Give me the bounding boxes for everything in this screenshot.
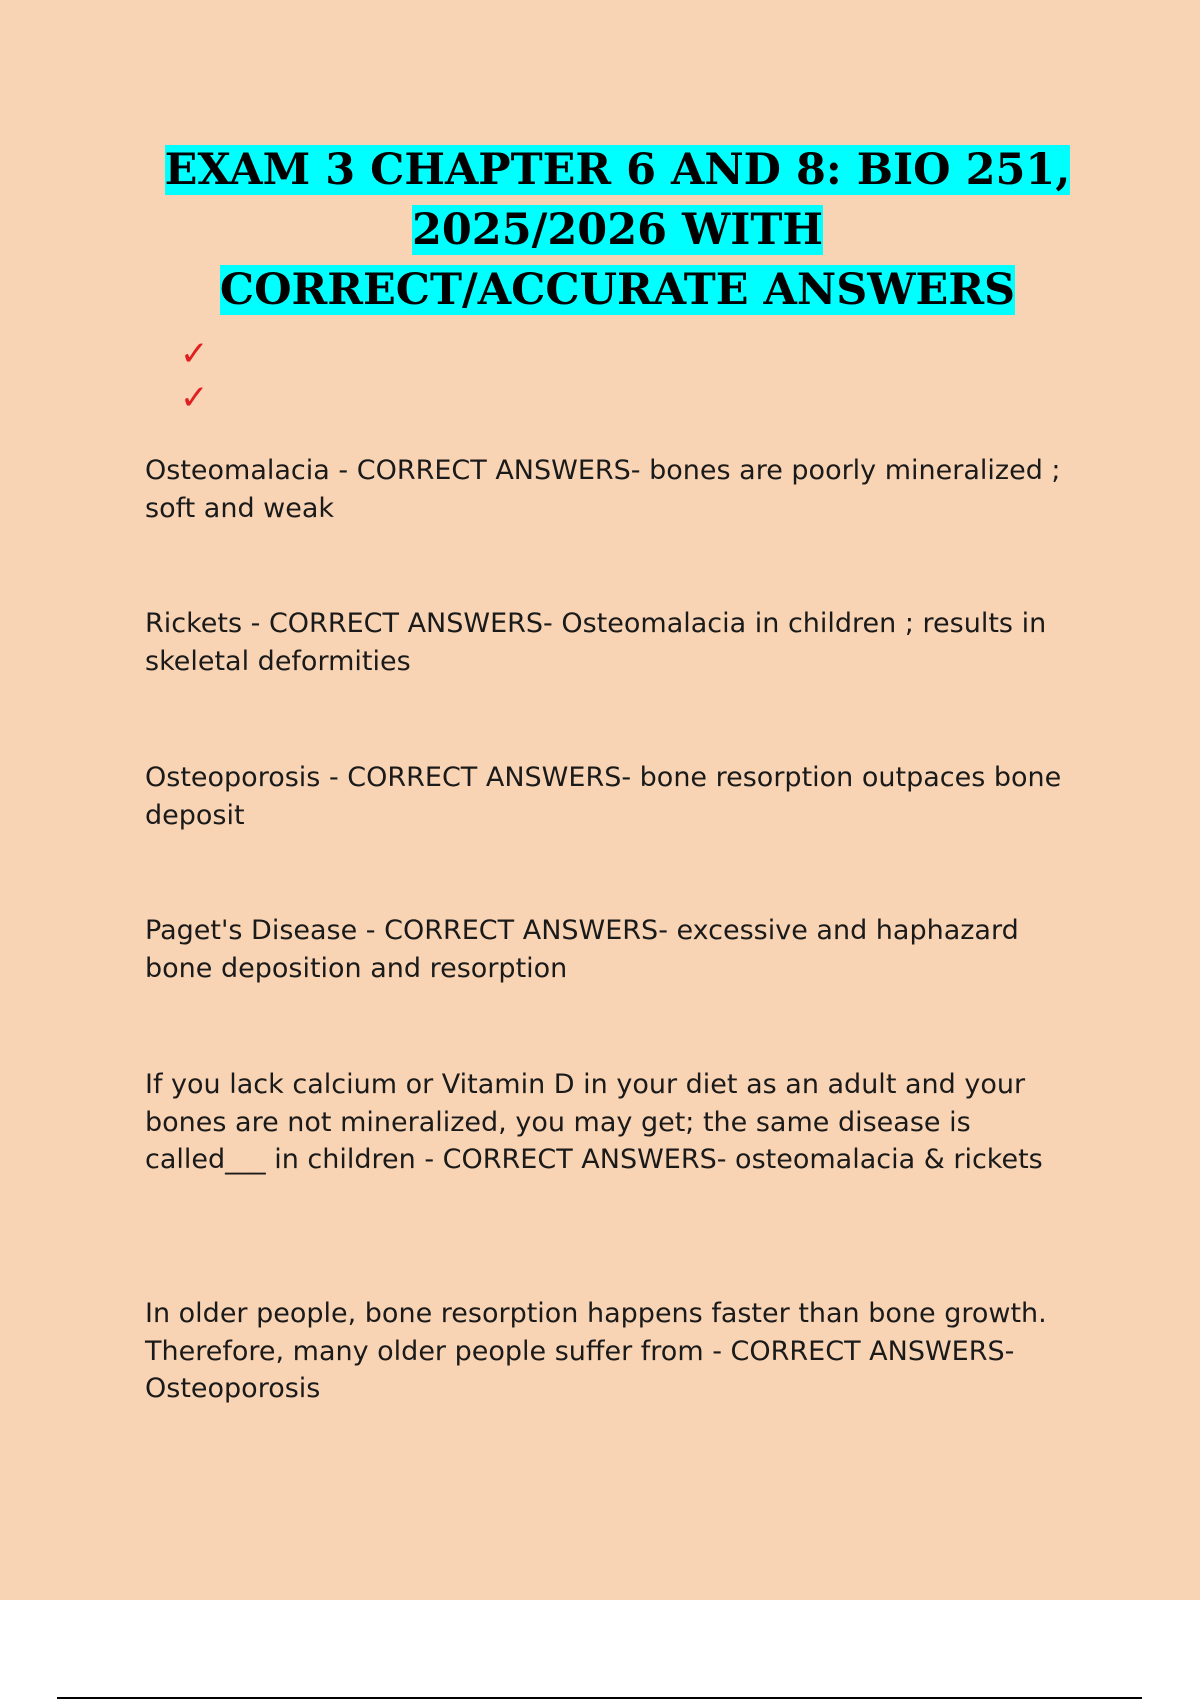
document-title [100, 140, 1135, 320]
check-mark-icon: ✓ [180, 334, 209, 374]
qa-item-osteomalacia: Osteomalacia - CORRECT ANSWERS- bones are poorly mineralized ; soft and weak [145, 455, 1061, 524]
check-mark-list [180, 332, 209, 420]
footer-divider [57, 1697, 1142, 1699]
qa-item-older-people: In older people, bone resorption happens faster than bone growth. Therefore, many older people suffer from - CORRECT ANSWERS- Osteoporosis [145, 1298, 1047, 1404]
check-mark-icon: ✓ [180, 378, 209, 418]
qa-item-osteoporosis: Osteoporosis - CORRECT ANSWERS- bone resorption outpaces bone deposit [145, 762, 1062, 831]
qa-item-rickets: Rickets - CORRECT ANSWERS- Osteomalacia in children ; results in skeletal deformities [145, 608, 1047, 677]
qa-item-pagets-disease: Paget's Disease - CORRECT ANSWERS- excessive and haphazard bone deposition and resorption [145, 915, 1019, 984]
title-line-2: 2025/2026 WITH [411, 205, 824, 255]
title-line-1: EXAM 3 CHAPTER 6 AND 8: BIO 251, [164, 145, 1071, 195]
qa-item-calcium-vitamin-d: If you lack calcium or Vitamin D in your diet as an adult and your bones are not mineralized, you may get; the same disease is called___ in children - CORRECT ANSWERS- osteomalacia & rickets [145, 1069, 1043, 1175]
title-line-3: CORRECT/ACCURATE ANSWERS [219, 265, 1016, 315]
